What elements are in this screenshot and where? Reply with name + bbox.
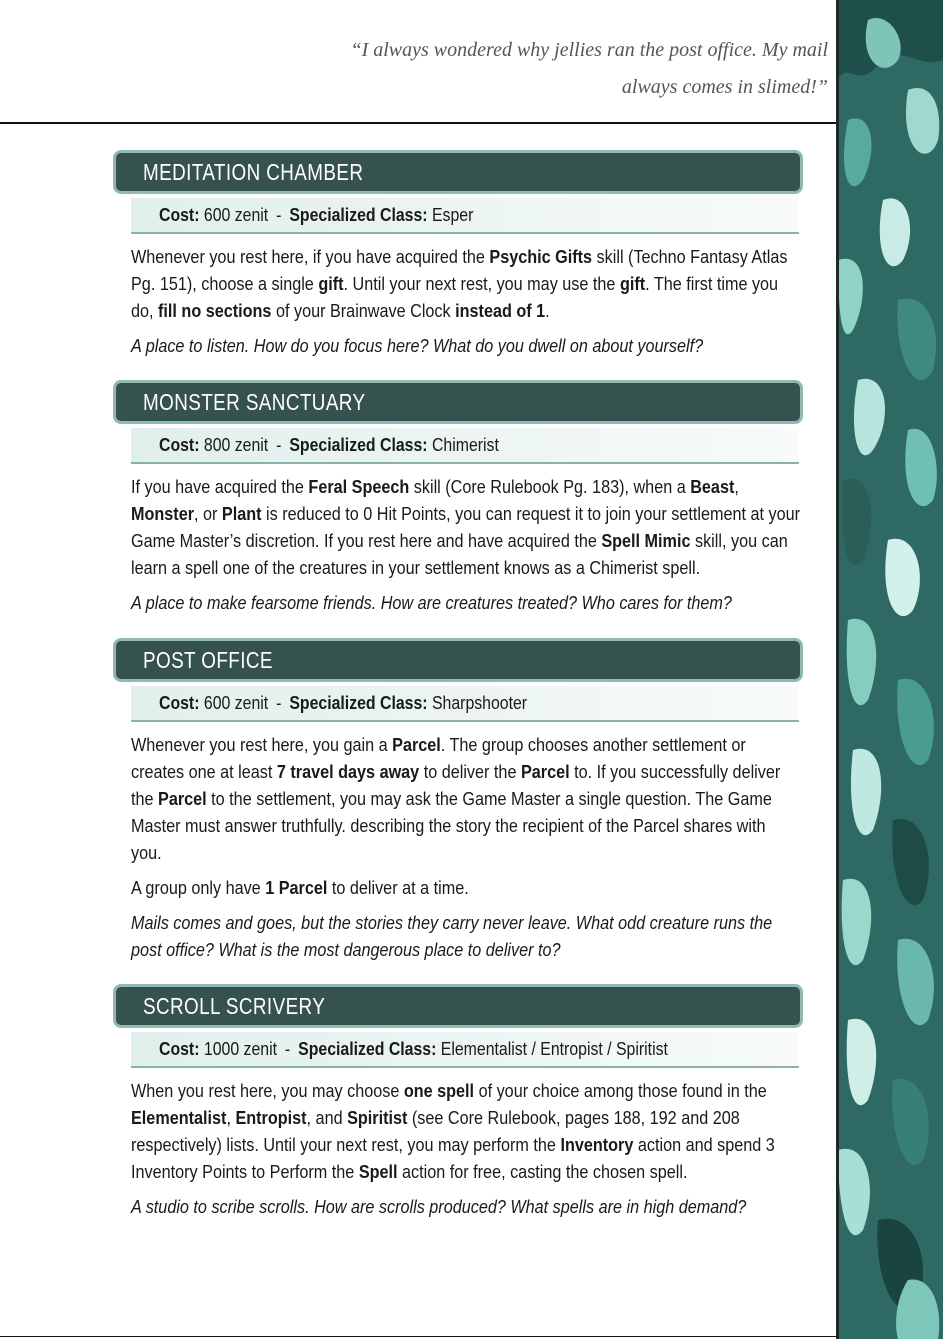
text-run: . bbox=[545, 301, 550, 321]
bold-term: Beast bbox=[690, 477, 735, 497]
text-run: If you have acquired the bbox=[131, 477, 309, 497]
class-value: Esper bbox=[431, 204, 474, 225]
text-run: . The first time you do, bbox=[131, 274, 779, 321]
bold-term: 1 Parcel bbox=[265, 878, 328, 898]
cost-value: 600 zenit bbox=[203, 204, 269, 225]
text-run: skill, you can learn a spell one of the creatures in your settlement knows as a Chimerist spell. bbox=[131, 531, 788, 578]
text-run: is reduced to 0 Hit Points, you can request it to join your settlement at your Game Master’s discretion. If you rest here and have acquired the bbox=[131, 504, 801, 551]
flavor-italic: A studio to scribe scrolls. How are scrolls produced? What spells are in high demand? bbox=[131, 1197, 747, 1217]
bold-term: Entropist bbox=[235, 1108, 307, 1128]
bold-term: Spell bbox=[358, 1162, 398, 1182]
text-run: of your choice among those found in the bbox=[474, 1081, 767, 1101]
text-run: skill (Techno Fantasy Atlas Pg. 151), choose a single bbox=[131, 247, 788, 294]
cost-bar bbox=[131, 1032, 799, 1068]
section-meditation-chamber bbox=[113, 150, 803, 368]
section-body bbox=[131, 474, 801, 617]
text-run: to deliver the bbox=[419, 762, 521, 782]
section-title: SCROLL SCRIVERY bbox=[143, 992, 326, 1019]
flavor-text bbox=[131, 590, 800, 617]
text-run: , or bbox=[194, 504, 222, 524]
flavor-italic: A place to listen. How do you focus here? What do you dwell on about yourself? bbox=[131, 336, 704, 356]
bold-term: instead of 1 bbox=[455, 301, 546, 321]
flavor-text bbox=[131, 1194, 800, 1221]
rules-paragraph bbox=[131, 474, 800, 582]
bold-term: one spell bbox=[403, 1081, 475, 1101]
bold-term: Feral Speech bbox=[308, 477, 410, 497]
text-run: action for free, casting the chosen spell. bbox=[397, 1162, 688, 1182]
cost-separator: - bbox=[276, 692, 282, 713]
section-post-office bbox=[113, 638, 803, 972]
bold-term: Elementalist bbox=[131, 1108, 227, 1128]
bold-term: Psychic Gifts bbox=[489, 247, 593, 267]
section-title: MEDITATION CHAMBER bbox=[143, 158, 364, 185]
text-run: , bbox=[734, 477, 739, 497]
section-title-bar bbox=[113, 380, 803, 424]
section-monster-sanctuary bbox=[113, 380, 803, 625]
bold-term: fill no sections bbox=[158, 301, 272, 321]
section-scroll-scrivery bbox=[113, 984, 803, 1229]
bold-term: gift bbox=[619, 274, 646, 294]
text-run: A group only have bbox=[131, 878, 266, 898]
decorative-ink-border bbox=[838, 0, 943, 1339]
flavor-italic: A place to make fearsome friends. How are creatures treated? Who cares for them? bbox=[131, 593, 732, 613]
page-edge-line bbox=[836, 0, 839, 1339]
cost-label: Cost: bbox=[159, 204, 200, 225]
bold-term: Plant bbox=[221, 504, 262, 524]
text-run: skill (Core Rulebook Pg. 183), when a bbox=[409, 477, 691, 497]
section-title-bar bbox=[113, 984, 803, 1028]
text-run: , bbox=[226, 1108, 236, 1128]
text-run: Whenever you rest here, if you have acquired the bbox=[131, 247, 490, 267]
section-body bbox=[131, 1078, 801, 1221]
class-label: Specialized Class: bbox=[289, 434, 428, 455]
text-run: (see Core Rulebook, pages 188, 192 and 208 respectively) lists. Until your next rest, you may perform the bbox=[131, 1108, 740, 1155]
text-run: , and bbox=[306, 1108, 348, 1128]
flavor-text bbox=[131, 333, 800, 360]
text-run: . The group chooses another settlement or creates one at least bbox=[131, 735, 746, 782]
bold-term: Monster bbox=[131, 504, 195, 524]
cost-bar bbox=[131, 686, 799, 722]
text-run: Whenever you rest here, you gain a bbox=[131, 735, 393, 755]
section-title: MONSTER SANCTUARY bbox=[143, 388, 366, 415]
class-value: Chimerist bbox=[431, 434, 499, 455]
cost-bar bbox=[131, 428, 799, 464]
section-body bbox=[131, 732, 801, 964]
bold-term: gift bbox=[318, 274, 344, 294]
bold-term: 7 travel days away bbox=[276, 762, 420, 782]
cost-separator: - bbox=[276, 434, 282, 455]
cost-label: Cost: bbox=[159, 434, 200, 455]
bold-term: Spell Mimic bbox=[601, 531, 691, 551]
epigraph-quote bbox=[268, 32, 828, 106]
text-run: to deliver at a time. bbox=[327, 878, 469, 898]
cost-value: 800 zenit bbox=[203, 434, 269, 455]
quote-line-2: always comes in slimed!” bbox=[621, 76, 828, 98]
cost-label: Cost: bbox=[159, 1038, 200, 1059]
cost-separator: - bbox=[276, 204, 282, 225]
class-value: Elementalist / Entropist / Spiritist bbox=[440, 1038, 668, 1059]
footer-divider bbox=[0, 1336, 838, 1337]
cost-value: 600 zenit bbox=[203, 692, 269, 713]
bold-term: Spiritist bbox=[347, 1108, 408, 1128]
class-label: Specialized Class: bbox=[289, 204, 428, 225]
cost-separator: - bbox=[284, 1038, 291, 1059]
text-run: to. If you successfully deliver the bbox=[131, 762, 781, 809]
flavor-text bbox=[131, 910, 800, 964]
class-label: Specialized Class: bbox=[289, 692, 428, 713]
section-title-bar bbox=[113, 638, 803, 682]
class-value: Sharpshooter bbox=[431, 692, 528, 713]
rules-paragraph bbox=[131, 1078, 800, 1186]
text-run: to the settlement, you may ask the Game Master a single question. The Game Master must answer truthfully. describing the story the recipient of the Parcel shares with you. bbox=[131, 789, 772, 863]
bold-term: Parcel bbox=[158, 789, 207, 809]
cost-label: Cost: bbox=[159, 692, 200, 713]
header-divider bbox=[0, 122, 838, 124]
text-run: When you rest here, you may choose bbox=[131, 1081, 404, 1101]
text-run: . Until your next rest, you may use the bbox=[343, 274, 620, 294]
cost-value: 1000 zenit bbox=[203, 1038, 278, 1059]
bold-term: Inventory bbox=[560, 1135, 634, 1155]
flavor-italic: Mails comes and goes, but the stories they carry never leave. What odd creature runs the post office? What is the most dangerous place to deliver to? bbox=[131, 913, 773, 960]
rules-paragraph-2 bbox=[131, 875, 800, 902]
text-run: of your Brainwave Clock bbox=[271, 301, 456, 321]
quote-line-1: “I always wondered why jellies ran the post office. My mail bbox=[350, 39, 828, 61]
class-label: Specialized Class: bbox=[298, 1038, 437, 1059]
cost-bar bbox=[131, 198, 799, 234]
section-title: POST OFFICE bbox=[143, 646, 273, 673]
section-body bbox=[131, 244, 801, 360]
rules-paragraph bbox=[131, 244, 800, 325]
section-title-bar bbox=[113, 150, 803, 194]
bold-term: Parcel bbox=[392, 735, 441, 755]
rules-paragraph bbox=[131, 732, 800, 867]
text-run: action and spend 3 Inventory Points to Perform the bbox=[131, 1135, 775, 1182]
bold-term: Parcel bbox=[520, 762, 570, 782]
